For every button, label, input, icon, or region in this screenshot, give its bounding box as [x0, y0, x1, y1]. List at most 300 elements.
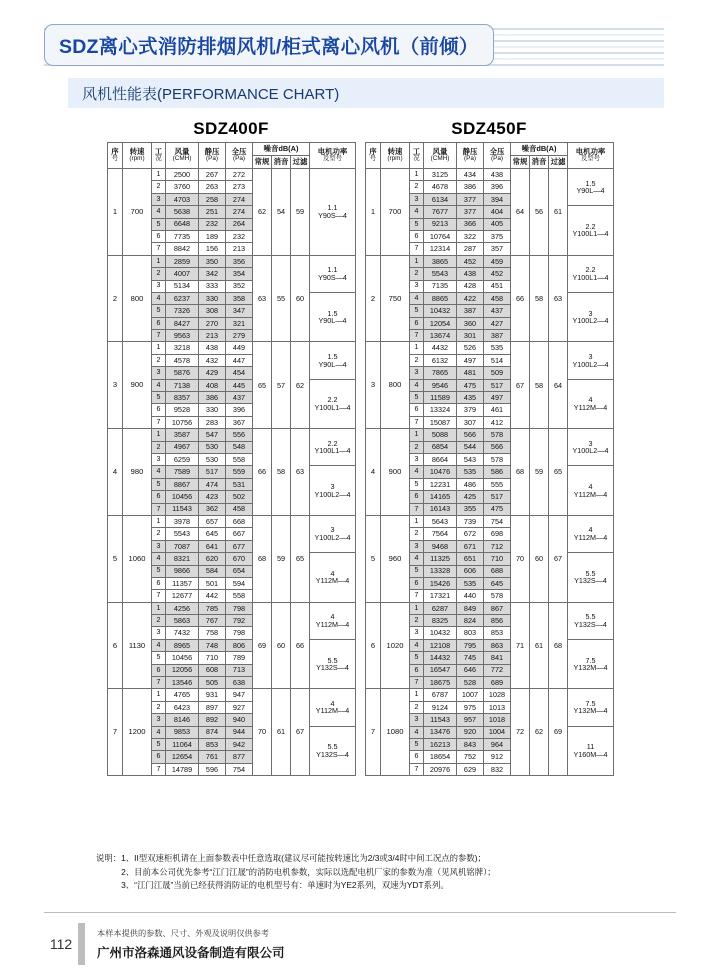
cell-static-pressure: 452 — [457, 255, 484, 267]
cell-airflow: 10456 — [166, 491, 199, 503]
cell-noise-normal: 68 — [253, 515, 272, 602]
cell-airflow: 10432 — [424, 305, 457, 317]
cell-total-pressure: 853 — [484, 627, 511, 639]
table-row — [366, 255, 614, 267]
cell-airflow: 4256 — [166, 602, 199, 614]
motor-model: Y100L1—4 — [314, 446, 351, 456]
cell-noise-silenced: 60 — [530, 515, 549, 602]
cell-airflow: 15087 — [424, 416, 457, 428]
cell-static-pressure: 308 — [199, 305, 226, 317]
cell-airflow: 8842 — [166, 243, 199, 255]
cell-static-pressure: 386 — [199, 392, 226, 404]
cell-static-pressure: 486 — [457, 478, 484, 490]
cell-condition: 6 — [410, 577, 424, 589]
cell-condition: 4 — [152, 639, 166, 651]
cell-condition: 7 — [410, 590, 424, 602]
cell-airflow: 12056 — [166, 664, 199, 676]
cell-total-pressure: 461 — [484, 404, 511, 416]
motor-power: 1.5 — [327, 351, 338, 361]
cell-condition: 2 — [410, 354, 424, 366]
col-header-noise-normal: 常规 — [511, 156, 530, 169]
cell-static-pressure: 355 — [457, 503, 484, 515]
cell-total-pressure: 367 — [226, 416, 253, 428]
cell-static-pressure: 270 — [199, 317, 226, 329]
cell-total-pressure: 1004 — [484, 726, 511, 738]
cell-seq: 6 — [108, 602, 123, 689]
cell-airflow: 10764 — [424, 230, 457, 242]
cell-total-pressure: 354 — [226, 268, 253, 280]
cell-airflow: 4678 — [424, 181, 457, 193]
cell-total-pressure: 689 — [484, 677, 511, 689]
cell-static-pressure: 422 — [457, 292, 484, 304]
cell-condition: 3 — [152, 540, 166, 552]
cell-total-pressure: 264 — [226, 218, 253, 230]
cell-condition: 6 — [152, 230, 166, 242]
cell-airflow: 11357 — [166, 577, 199, 589]
cell-airflow: 6787 — [424, 689, 457, 701]
cell-airflow: 5543 — [166, 528, 199, 540]
cell-total-pressure: 445 — [226, 379, 253, 391]
cell-condition: 6 — [152, 664, 166, 676]
cell-condition: 4 — [410, 466, 424, 478]
motor-model: Y90S—4 — [318, 272, 347, 282]
cell-condition: 2 — [152, 528, 166, 540]
note-line: 1、II型双速柜机请在上面参数表中任意选取(建议尽可能按转速比为2/3或3/4时中间工况点的参数)； — [121, 853, 486, 863]
cell-noise-filtered: 64 — [549, 342, 568, 429]
footer-company-name: 广州市洛森通风设备制造有限公司 — [97, 945, 285, 960]
cell-condition: 3 — [410, 540, 424, 552]
cell-static-pressure: 377 — [457, 206, 484, 218]
cell-motor — [310, 726, 356, 776]
cell-airflow: 11589 — [424, 392, 457, 404]
cell-airflow: 14432 — [424, 652, 457, 664]
cell-total-pressure: 279 — [226, 330, 253, 342]
cell-noise-silenced: 60 — [272, 602, 291, 689]
cell-noise-normal: 72 — [511, 689, 530, 776]
cell-static-pressure: 752 — [457, 751, 484, 763]
cell-airflow: 8427 — [166, 317, 199, 329]
cell-total-pressure: 578 — [484, 429, 511, 441]
cell-noise-normal: 66 — [253, 429, 272, 516]
cell-condition: 3 — [152, 714, 166, 726]
cell-static-pressure: 629 — [457, 763, 484, 775]
cell-total-pressure: 447 — [226, 354, 253, 366]
cell-noise-normal: 69 — [253, 602, 272, 689]
table-row — [108, 342, 356, 354]
motor-power: 5.5 — [585, 568, 596, 578]
cell-total-pressure: 1028 — [484, 689, 511, 701]
cell-noise-filtered: 67 — [291, 689, 310, 776]
cell-total-pressure: 712 — [484, 540, 511, 552]
cell-static-pressure: 440 — [457, 590, 484, 602]
cell-airflow: 12654 — [166, 751, 199, 763]
cell-airflow: 4703 — [166, 193, 199, 205]
cell-motor — [310, 466, 356, 516]
cell-static-pressure: 263 — [199, 181, 226, 193]
cell-total-pressure: 754 — [484, 515, 511, 527]
cell-airflow: 3218 — [166, 342, 199, 354]
col-header-rpm: 转速 (rpm) — [381, 143, 410, 169]
cell-airflow: 2859 — [166, 255, 199, 267]
cell-static-pressure: 957 — [457, 714, 484, 726]
cell-static-pressure: 432 — [199, 354, 226, 366]
cell-motor — [568, 342, 614, 379]
cell-static-pressure: 645 — [199, 528, 226, 540]
cell-airflow: 10432 — [424, 627, 457, 639]
cell-airflow: 7138 — [166, 379, 199, 391]
cell-static-pressure: 646 — [457, 664, 484, 676]
cell-static-pressure: 342 — [199, 268, 226, 280]
motor-model: Y112M—4 — [315, 706, 350, 716]
cell-static-pressure: 745 — [457, 652, 484, 664]
cell-static-pressure: 547 — [199, 429, 226, 441]
motor-model: Y100L2—4 — [572, 316, 609, 326]
col-header-static-pressure: 静压 (Pa) — [457, 143, 484, 169]
cell-seq: 7 — [366, 689, 381, 776]
cell-total-pressure: 509 — [484, 367, 511, 379]
cell-total-pressure: 548 — [226, 441, 253, 453]
cell-static-pressure: 824 — [457, 615, 484, 627]
cell-total-pressure: 497 — [484, 392, 511, 404]
cell-noise-normal: 67 — [511, 342, 530, 429]
cell-airflow: 5134 — [166, 280, 199, 292]
motor-power: 2.2 — [585, 221, 596, 231]
cell-condition: 4 — [152, 466, 166, 478]
cell-condition: 2 — [410, 701, 424, 713]
motor-power: 1.5 — [327, 308, 338, 318]
cell-motor — [310, 553, 356, 603]
cell-condition: 6 — [152, 404, 166, 416]
cell-airflow: 4967 — [166, 441, 199, 453]
cell-airflow: 9468 — [424, 540, 457, 552]
cell-static-pressure: 758 — [199, 627, 226, 639]
cell-total-pressure: 947 — [226, 689, 253, 701]
motor-model: Y100L2—4 — [572, 446, 609, 456]
cell-motor — [310, 515, 356, 552]
cell-static-pressure: 330 — [199, 292, 226, 304]
motor-model: Y132S—4 — [574, 619, 607, 629]
cell-static-pressure: 408 — [199, 379, 226, 391]
cell-total-pressure: 667 — [226, 528, 253, 540]
cell-airflow: 9866 — [166, 565, 199, 577]
cell-static-pressure: 596 — [199, 763, 226, 775]
notes-items — [121, 852, 496, 893]
cell-noise-silenced: 62 — [530, 689, 549, 776]
cell-airflow: 5643 — [424, 515, 457, 527]
col-header-noise-group: 噪音dB(A) — [253, 143, 310, 156]
cell-condition: 4 — [152, 379, 166, 391]
cell-airflow: 8867 — [166, 478, 199, 490]
cell-airflow: 7735 — [166, 230, 199, 242]
cell-seq: 1 — [108, 169, 123, 256]
cell-static-pressure: 641 — [199, 540, 226, 552]
cell-motor — [568, 255, 614, 292]
cell-static-pressure: 435 — [457, 392, 484, 404]
cell-static-pressure: 428 — [457, 280, 484, 292]
cell-airflow: 13674 — [424, 330, 457, 342]
cell-noise-silenced: 61 — [272, 689, 291, 776]
cell-total-pressure: 586 — [484, 466, 511, 478]
cell-noise-filtered: 60 — [291, 255, 310, 342]
cell-condition: 4 — [410, 379, 424, 391]
cell-total-pressure: 437 — [226, 392, 253, 404]
motor-power: 11 — [586, 742, 595, 752]
cell-total-pressure: 964 — [484, 738, 511, 750]
cell-total-pressure: 396 — [484, 181, 511, 193]
cell-noise-normal: 65 — [253, 342, 272, 429]
cell-total-pressure: 437 — [484, 305, 511, 317]
cell-condition: 1 — [410, 169, 424, 181]
cell-rpm: 800 — [123, 255, 152, 342]
motor-model: Y100L2—4 — [314, 489, 351, 499]
cell-noise-filtered: 67 — [549, 515, 568, 602]
cell-condition: 2 — [410, 441, 424, 453]
cell-total-pressure: 213 — [226, 243, 253, 255]
cell-motor — [310, 602, 356, 639]
cell-condition: 1 — [152, 689, 166, 701]
cell-airflow: 6648 — [166, 218, 199, 230]
cell-rpm: 1060 — [123, 515, 152, 602]
col-header-condition: 工 况 — [410, 143, 424, 169]
cell-total-pressure: 405 — [484, 218, 511, 230]
cell-airflow: 9546 — [424, 379, 457, 391]
cell-airflow: 5638 — [166, 206, 199, 218]
motor-model: Y90S—4 — [318, 210, 347, 220]
cell-condition: 4 — [410, 553, 424, 565]
cell-static-pressure: 434 — [457, 169, 484, 181]
cell-total-pressure: 713 — [226, 664, 253, 676]
cell-total-pressure: 670 — [226, 553, 253, 565]
motor-model: Y112M—4 — [315, 619, 350, 629]
cell-static-pressure: 849 — [457, 602, 484, 614]
cell-motor — [568, 379, 614, 429]
cell-condition: 3 — [152, 453, 166, 465]
cell-total-pressure: 535 — [484, 342, 511, 354]
cell-noise-silenced: 56 — [530, 169, 549, 256]
cell-airflow: 17321 — [424, 590, 457, 602]
cell-condition: 5 — [152, 392, 166, 404]
cell-condition: 1 — [152, 602, 166, 614]
cell-static-pressure: 360 — [457, 317, 484, 329]
table-row — [366, 429, 614, 441]
cell-total-pressure: 517 — [484, 379, 511, 391]
motor-model: Y160M—4 — [573, 749, 608, 759]
note-line: 2、目前本公司优先参考“江门江晟”的消防电机参数，实际以选配电机厂家的参数为准（见风机铭牌）； — [121, 866, 496, 877]
cell-condition: 5 — [410, 218, 424, 230]
cell-condition: 2 — [152, 701, 166, 713]
motor-model: Y100L1—4 — [572, 229, 609, 239]
cell-airflow: 5543 — [424, 268, 457, 280]
cell-condition: 4 — [152, 206, 166, 218]
cell-airflow: 5876 — [166, 367, 199, 379]
cell-airflow: 13328 — [424, 565, 457, 577]
cell-seq: 2 — [366, 255, 381, 342]
motor-power: 4 — [588, 395, 593, 405]
cell-airflow: 6854 — [424, 441, 457, 453]
motor-model: Y100L1—4 — [572, 272, 609, 282]
cell-condition: 6 — [152, 317, 166, 329]
cell-motor — [310, 342, 356, 379]
table-row — [108, 515, 356, 527]
cell-total-pressure: 594 — [226, 577, 253, 589]
cell-airflow: 11064 — [166, 738, 199, 750]
motor-power: 5.5 — [327, 742, 338, 752]
cell-airflow: 2500 — [166, 169, 199, 181]
cell-total-pressure: 517 — [484, 491, 511, 503]
motor-power: 3 — [588, 351, 593, 361]
cell-total-pressure: 566 — [484, 441, 511, 453]
cell-motor — [310, 639, 356, 689]
cell-airflow: 8357 — [166, 392, 199, 404]
cell-static-pressure: 671 — [457, 540, 484, 552]
motor-model: Y100L2—4 — [572, 359, 609, 369]
cell-total-pressure: 356 — [226, 255, 253, 267]
motor-power: 7.5 — [585, 655, 596, 665]
col-header-noise-filtered: 过滤 — [291, 156, 310, 169]
cell-airflow: 9213 — [424, 218, 457, 230]
cell-condition: 3 — [410, 367, 424, 379]
cell-static-pressure: 287 — [457, 243, 484, 255]
cell-static-pressure: 584 — [199, 565, 226, 577]
col-header-seq: 序 号 — [108, 143, 123, 169]
cell-airflow: 14165 — [424, 491, 457, 503]
cell-airflow: 4432 — [424, 342, 457, 354]
cell-noise-filtered: 65 — [549, 429, 568, 516]
table-row — [108, 429, 356, 441]
footer-divider — [44, 912, 676, 913]
motor-model: Y100L1—4 — [314, 402, 351, 412]
cell-total-pressure: 475 — [484, 503, 511, 515]
col-header-condition: 工 况 — [152, 143, 166, 169]
col-header-airflow: 风量 (CMH) — [424, 143, 457, 169]
cell-condition: 7 — [410, 330, 424, 342]
cell-total-pressure: 927 — [226, 701, 253, 713]
cell-motor — [568, 429, 614, 466]
cell-static-pressure: 251 — [199, 206, 226, 218]
cell-condition: 1 — [152, 342, 166, 354]
cell-condition: 3 — [410, 193, 424, 205]
col-header-seq: 序 号 — [366, 143, 381, 169]
cell-static-pressure: 475 — [457, 379, 484, 391]
cell-static-pressure: 366 — [457, 218, 484, 230]
motor-power: 5.5 — [585, 612, 596, 622]
cell-condition: 1 — [410, 515, 424, 527]
cell-static-pressure: 843 — [457, 738, 484, 750]
cell-condition: 3 — [410, 627, 424, 639]
cell-noise-normal: 71 — [511, 602, 530, 689]
cell-airflow: 10756 — [166, 416, 199, 428]
cell-airflow: 8965 — [166, 639, 199, 651]
cell-airflow: 9853 — [166, 726, 199, 738]
cell-motor — [568, 689, 614, 726]
cell-static-pressure: 438 — [457, 268, 484, 280]
cell-airflow: 3760 — [166, 181, 199, 193]
cell-airflow: 7135 — [424, 280, 457, 292]
cell-total-pressure: 841 — [484, 652, 511, 664]
cell-condition: 1 — [410, 602, 424, 614]
cell-total-pressure: 867 — [484, 602, 511, 614]
cell-motor — [310, 379, 356, 429]
cell-rpm: 960 — [381, 515, 410, 602]
performance-table — [365, 142, 614, 776]
cell-total-pressure: 798 — [226, 627, 253, 639]
cell-motor — [568, 206, 614, 256]
cell-static-pressure: 301 — [457, 330, 484, 342]
cell-airflow: 12108 — [424, 639, 457, 651]
cell-condition: 2 — [410, 615, 424, 627]
cell-noise-filtered: 59 — [291, 169, 310, 256]
cell-airflow: 6237 — [166, 292, 199, 304]
cell-total-pressure: 558 — [226, 453, 253, 465]
motor-model: Y90L—4 — [576, 186, 605, 196]
cell-condition: 7 — [152, 763, 166, 775]
cell-total-pressure: 578 — [484, 453, 511, 465]
cell-total-pressure: 274 — [226, 206, 253, 218]
cell-static-pressure: 739 — [457, 515, 484, 527]
cell-condition: 4 — [410, 726, 424, 738]
cell-static-pressure: 543 — [457, 453, 484, 465]
cell-condition: 5 — [410, 478, 424, 490]
cell-static-pressure: 258 — [199, 193, 226, 205]
cell-static-pressure: 530 — [199, 441, 226, 453]
cell-condition: 3 — [410, 714, 424, 726]
cell-condition: 1 — [410, 689, 424, 701]
cell-condition: 7 — [152, 503, 166, 515]
cell-airflow: 9124 — [424, 701, 457, 713]
cell-rpm: 800 — [381, 342, 410, 429]
cell-total-pressure: 912 — [484, 751, 511, 763]
motor-power: 4 — [330, 698, 335, 708]
table-row — [366, 602, 614, 614]
cell-condition: 4 — [410, 292, 424, 304]
cell-noise-silenced: 54 — [272, 169, 291, 256]
motor-model: Y100L2—4 — [314, 533, 351, 543]
cell-airflow: 20976 — [424, 763, 457, 775]
cell-static-pressure: 761 — [199, 751, 226, 763]
cell-total-pressure: 558 — [226, 590, 253, 602]
cell-noise-filtered: 63 — [291, 429, 310, 516]
cell-static-pressure: 920 — [457, 726, 484, 738]
cell-total-pressure: 942 — [226, 738, 253, 750]
cell-static-pressure: 710 — [199, 652, 226, 664]
cell-airflow: 3865 — [424, 255, 457, 267]
cell-total-pressure: 556 — [226, 429, 253, 441]
cell-static-pressure: 501 — [199, 577, 226, 589]
cell-airflow: 6134 — [424, 193, 457, 205]
cell-static-pressure: 608 — [199, 664, 226, 676]
cell-motor — [568, 515, 614, 552]
cell-condition: 6 — [410, 491, 424, 503]
cell-condition: 1 — [410, 429, 424, 441]
cell-condition: 2 — [152, 354, 166, 366]
motor-power: 1.1 — [327, 203, 338, 213]
cell-noise-silenced: 61 — [530, 602, 549, 689]
cell-airflow: 9528 — [166, 404, 199, 416]
cell-airflow: 16143 — [424, 503, 457, 515]
cell-seq: 6 — [366, 602, 381, 689]
cell-condition: 3 — [152, 193, 166, 205]
cell-noise-normal: 63 — [253, 255, 272, 342]
motor-model: Y112M—4 — [573, 489, 608, 499]
cell-condition: 2 — [410, 528, 424, 540]
cell-airflow: 18675 — [424, 677, 457, 689]
cell-condition: 1 — [152, 429, 166, 441]
cell-static-pressure: 423 — [199, 491, 226, 503]
cell-airflow: 12677 — [166, 590, 199, 602]
cell-static-pressure: 748 — [199, 639, 226, 651]
cell-static-pressure: 267 — [199, 169, 226, 181]
cell-static-pressure: 657 — [199, 515, 226, 527]
